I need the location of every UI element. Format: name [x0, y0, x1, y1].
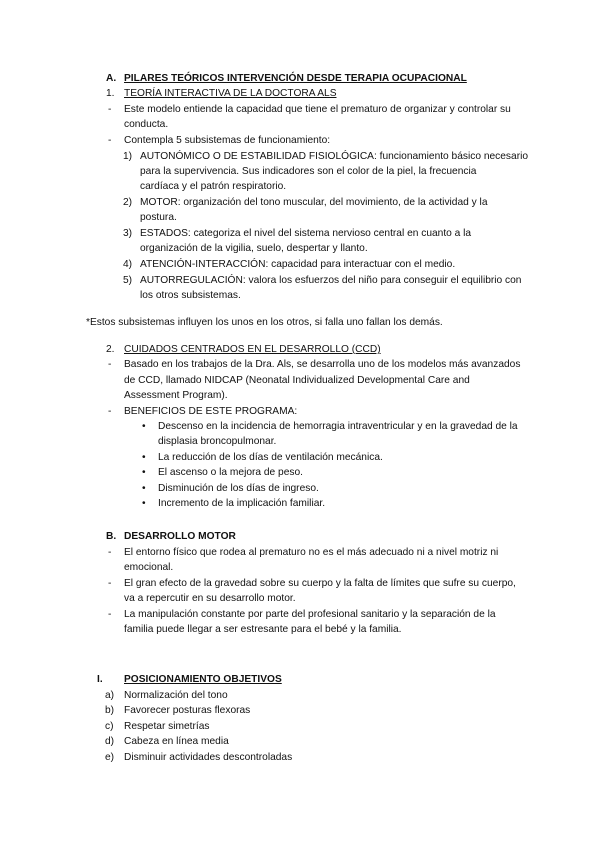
bullet-marker: • [142, 498, 146, 509]
subsystem-line: para la supervivencia. Sus indicadores son el color de la piel, la frecuencia [140, 166, 477, 177]
section-a-marker: A. [106, 73, 117, 84]
benefit-line: Disminución de los días de ingreso. [158, 483, 319, 494]
dash-text-line: Basado en los trabajos de la Dra. Als, se desarrolla uno de los modelos más avanzados [124, 359, 521, 370]
objective-marker: b) [105, 705, 115, 716]
dash-text-line: Assessment Program). [124, 390, 228, 401]
item-1-title: TEORÍA INTERACTIVA DE LA DOCTORA ALS [124, 88, 337, 99]
dash-text-line: El entorno físico que rodea al prematuro no es el más adecuado ni a nivel motriz ni [124, 547, 499, 558]
subsystem-marker: 5) [123, 275, 133, 286]
benefit-line: displasia broncopulmonar. [158, 436, 277, 447]
objective-marker: c) [105, 721, 114, 732]
section-i-marker: I. [97, 674, 103, 685]
dash-text-line: conducta. [124, 119, 169, 130]
item-1-marker: 1. [106, 88, 115, 99]
bullet-marker: • [142, 452, 146, 463]
subsystem-marker: 1) [123, 151, 133, 162]
objective-item: Normalización del tono [124, 690, 228, 701]
objective-marker: d) [105, 736, 115, 747]
dash-text-line: Contempla 5 subsistemas de funcionamiento: [124, 135, 331, 146]
subsystems-note: *Estos subsistemas influyen los unos en los otros, si falla uno fallan los demás. [86, 317, 443, 328]
dash-marker: - [108, 104, 112, 115]
dash-text-line: familia puede llegar a ser estresante para el bebé y la familia. [124, 624, 402, 635]
subsystem-marker: 3) [123, 228, 133, 239]
dash-text-line: La manipulación constante por parte del profesional sanitario y la separación de la [124, 609, 496, 620]
dash-text-line: va a repercutir en su desarrollo motor. [124, 593, 296, 604]
dash-text-line: emocional. [124, 562, 174, 573]
dash-text-line: BENEFICIOS DE ESTE PROGRAMA: [124, 406, 298, 417]
dash-marker: - [108, 578, 112, 589]
subsystem-marker: 4) [123, 259, 133, 270]
objective-item: Respetar simetrías [124, 721, 210, 732]
section-b-marker: B. [106, 531, 117, 542]
subsystem-line: MOTOR: organización del tono muscular, del movimiento, de la actividad y la [140, 197, 488, 208]
benefit-line: La reducción de los días de ventilación mecánica. [158, 452, 383, 463]
dash-marker: - [108, 406, 112, 417]
objective-item: Favorecer posturas flexoras [124, 705, 251, 716]
subsystem-line: ESTADOS: categoriza el nivel del sistema nervioso central en cuanto a la [140, 228, 472, 239]
item-2-title: CUIDADOS CENTRADOS EN EL DESARROLLO (CCD) [124, 344, 381, 355]
benefit-line: El ascenso o la mejora de peso. [158, 467, 303, 478]
subsystem-line: ATENCIÓN-INTERACCIÓN: capacidad para interactuar con el medio. [140, 259, 456, 270]
dash-marker: - [108, 609, 112, 620]
subsystem-marker: 2) [123, 197, 133, 208]
section-a-title: PILARES TEÓRICOS INTERVENCIÓN DESDE TERAPIA OCUPACIONAL [124, 73, 467, 84]
dash-marker: - [108, 359, 112, 370]
section-b-title: DESARROLLO MOTOR [124, 531, 236, 542]
dash-text-line: El gran efecto de la gravedad sobre su cuerpo y la falta de límites que sufre su cuerpo, [124, 578, 516, 589]
objective-marker: e) [105, 752, 115, 763]
item-2-marker: 2. [106, 344, 115, 355]
subsystem-line: organización de la vigilia, suelo, despertar y llanto. [140, 243, 368, 254]
objective-marker: a) [105, 690, 115, 701]
benefit-line: Descenso en la incidencia de hemorragia intraventricular y en la gravedad de la [158, 421, 518, 432]
objective-item: Cabeza en línea media [124, 736, 229, 747]
dash-marker: - [108, 135, 112, 146]
subsystem-line: cardíaca y el patrón respiratorio. [140, 181, 287, 192]
subsystem-line: los otros subsistemas. [140, 290, 241, 301]
bullet-marker: • [142, 483, 146, 494]
dash-text-line: de CCD, llamado NIDCAP (Neonatal Individualized Developmental Care and [124, 375, 470, 386]
subsystem-line: postura. [140, 212, 177, 223]
benefit-line: Incremento de la implicación familiar. [158, 498, 326, 509]
dash-text-line: Este modelo entiende la capacidad que tiene el prematuro de organizar y controlar su [124, 104, 511, 115]
subsystem-line: AUTORREGULACIÓN: valora los esfuerzos del niño para conseguir el equilibrio con [140, 275, 522, 286]
bullet-marker: • [142, 467, 146, 478]
section-i-title: POSICIONAMIENTO OBJETIVOS [124, 674, 282, 685]
subsystem-line: AUTONÓMICO O DE ESTABILIDAD FISIOLÓGICA: funcionamiento básico necesario [140, 151, 529, 162]
dash-marker: - [108, 547, 112, 558]
objective-item: Disminuir actividades descontroladas [124, 752, 293, 763]
bullet-marker: • [142, 421, 146, 432]
